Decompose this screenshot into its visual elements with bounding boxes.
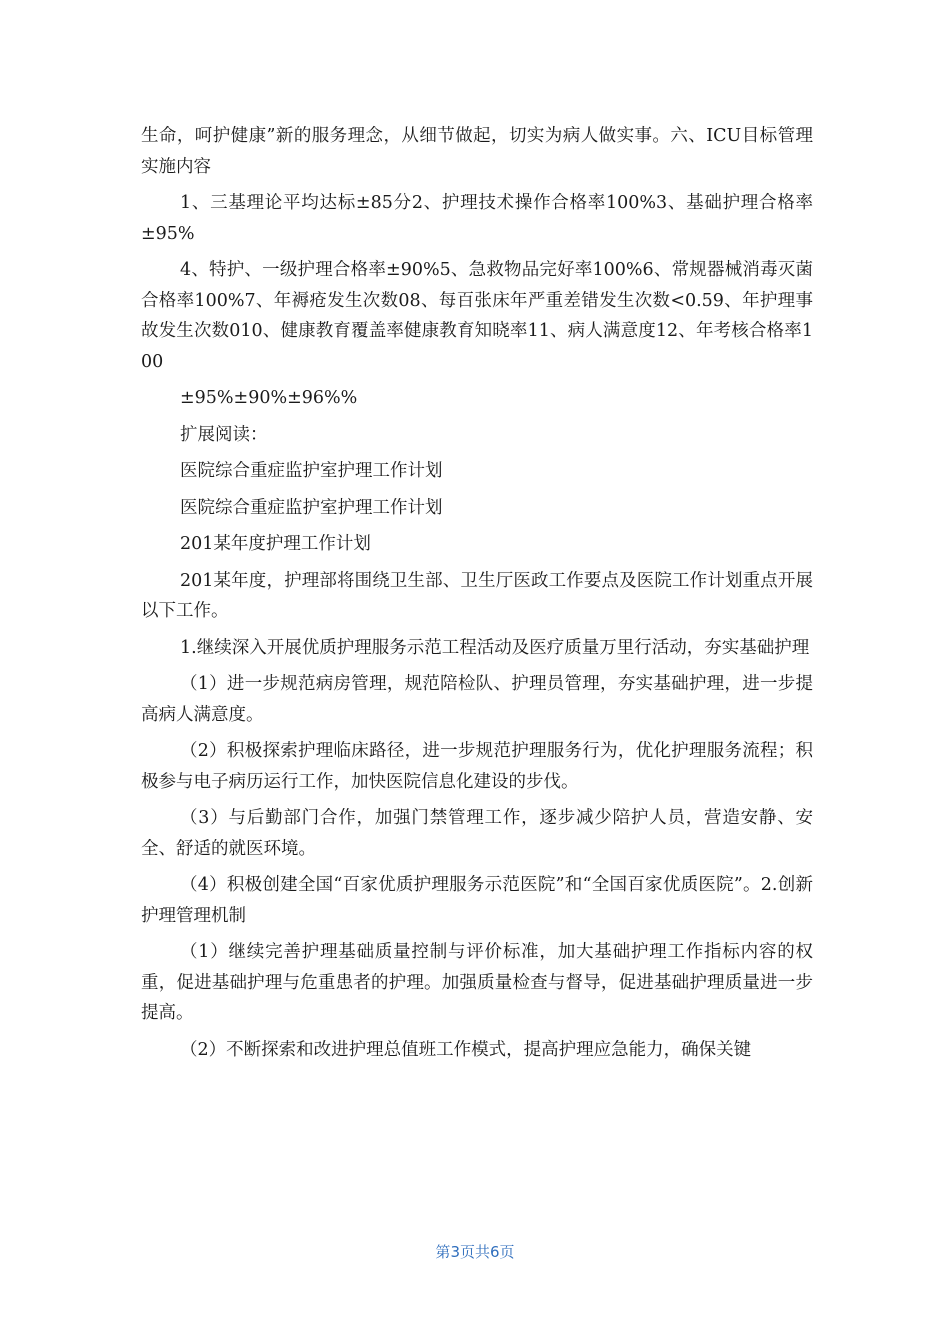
document-body xyxy=(141,121,813,1071)
paragraph: 医院综合重症监护室护理工作计划 xyxy=(180,461,443,481)
paragraph: 201某年度，护理部将围绕卫生部、卫生厅医政工作要点及医院工作计划重点开展以下工作。 xyxy=(141,570,813,621)
paragraph: ±95%±90%±96%% xyxy=(180,388,358,408)
page-footer xyxy=(0,1241,950,1262)
paragraph: 4、特护、一级护理合格率±90%5、急救物品完好率100%6、常规器械消毒灭菌合格率100%7、年褥疮发生次数08、每百张床年严重差错发生次数<0.59、年护理事故发生次数010、健康教育覆盖率健康教育知晓率11、病人满意度12、年考核合格率100 xyxy=(141,260,813,372)
paragraph: 医院综合重症监护室护理工作计划 xyxy=(180,497,443,518)
page-number-middle: 页共 xyxy=(459,1243,490,1261)
page-number-prefix: 第 xyxy=(435,1243,451,1261)
paragraph: （1）进一步规范病房管理，规范陪检队、护理员管理，夯实基础护理，进一步提高病人满意度。 xyxy=(141,674,813,725)
paragraph: （2）积极探索护理临床路径，进一步规范护理服务行为，优化护理服务流程；积极参与电子病历运行工作，加快医院信息化建设的步伐。 xyxy=(141,741,813,792)
paragraph: （1）继续完善护理基础质量控制与评价标准，加大基础护理工作指标内容的权重，促进基础护理与危重患者的护理。加强质量检查与督导，促进基础护理质量进一步提高。 xyxy=(141,942,813,1023)
paragraph: 1.继续深入开展优质护理服务示范工程活动及医疗质量万里行活动，夯实基础护理 xyxy=(180,637,810,658)
page-number-suffix: 页 xyxy=(499,1243,515,1261)
paragraph: 201某年度护理工作计划 xyxy=(180,534,371,554)
paragraph: 生命，呵护健康”新的服务理念，从细节做起，切实为病人做实事。六、ICU目标管理实施内容 xyxy=(141,126,813,177)
paragraph: （4）积极创建全国“百家优质护理服务示范医院”和“全国百家优质医院”。2.创新护理管理机制 xyxy=(141,875,813,926)
paragraph: 扩展阅读： xyxy=(180,424,268,445)
paragraph: 1、三基理论平均达标±85分2、护理技术操作合格率100%3、基础护理合格率±95% xyxy=(141,193,813,244)
paragraph: （3）与后勤部门合作，加强门禁管理工作，逐步减少陪护人员，营造安静、安全、舒适的就医环境。 xyxy=(141,808,813,859)
current-page-number: 3 xyxy=(450,1243,460,1261)
paragraph: （2）不断探索和改进护理总值班工作模式，提高护理应急能力，确保关键 xyxy=(180,1039,752,1060)
total-page-count: 6 xyxy=(490,1243,500,1261)
